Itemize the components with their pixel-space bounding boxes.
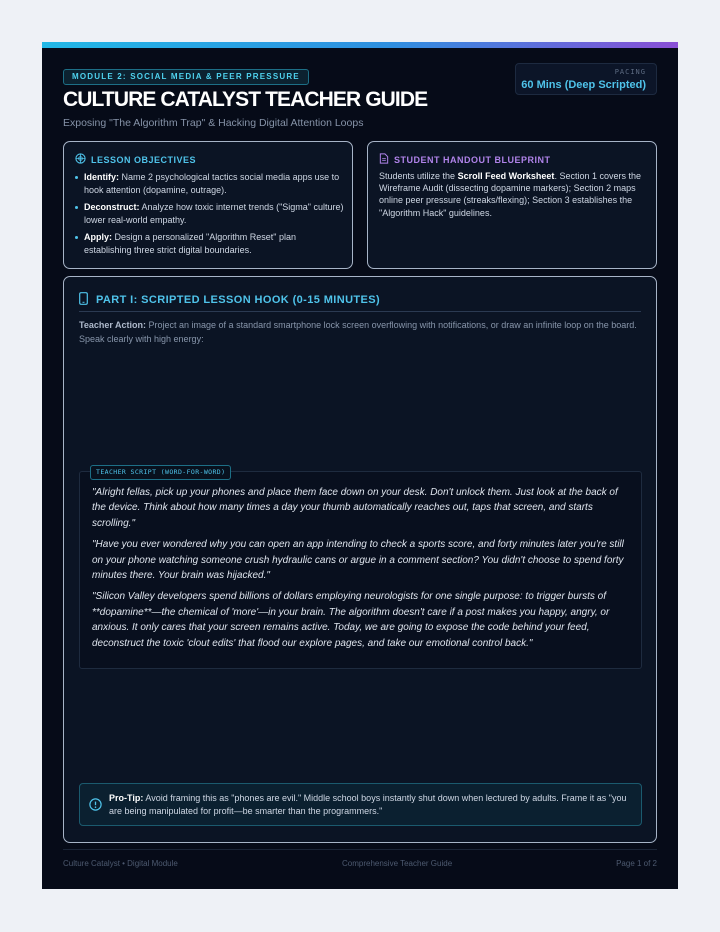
page-subtitle: Exposing "The Algorithm Trap" & Hacking Digital Attention Loops: [63, 117, 364, 129]
pacing-box: [515, 63, 657, 95]
script-paragraph: "Silicon Valley developers spend billions of dollars employing neurologists for one single purpose: to trigger bursts of **dopamine**—the chemical of 'more'—in your brain. The algorithm doesn't care if a post makes you happy, angry, or anxious. It only cares that your screen remains active. Today, we are going to expose the code behind your feed, deconstruct the toxic 'clout edits' that flood our explore pages, and take our emotional control back.": [92, 591, 610, 649]
objective-item: [75, 201, 344, 226]
objective-item: [75, 231, 344, 256]
teacher-script-box: [79, 468, 642, 669]
objective-lead: Identify:: [84, 172, 119, 182]
part-one-heading: [79, 291, 641, 312]
gradient-top-bar: [42, 42, 678, 48]
objectives-heading: [75, 153, 196, 166]
handout-title: STUDENT HANDOUT BLUEPRINT: [394, 154, 551, 165]
footer-left: Culture Catalyst • Digital Module: [63, 859, 178, 868]
objective-text: Design a personalized "Algorithm Reset" plan establishing three strict digital boundaries.: [84, 232, 296, 255]
objective-lead: Apply:: [84, 232, 112, 242]
objectives-title: LESSON OBJECTIVES: [91, 154, 197, 165]
objective-text: Analyze how toxic internet trends ("Sigma" culture) lower real-world empathy.: [84, 202, 344, 225]
part-one-title: PART I: SCRIPTED LESSON HOOK (0-15 MINUTES): [96, 293, 381, 306]
teacher-action-text: Project an image of a standard smartphone lock screen overflowing with notifications, or draw an infinite loop on the board. Speak clearly with high energy:: [79, 320, 637, 344]
handout-heading: [379, 153, 551, 166]
teacher-action: [79, 318, 642, 346]
pro-tip-text: [109, 792, 631, 818]
objective-text: Name 2 psychological tactics social media apps use to hook attention (dopamine, outrage).: [84, 172, 340, 195]
pro-tip-box: [79, 783, 642, 826]
script-paragraphs: [92, 485, 631, 657]
target-icon: [75, 153, 86, 166]
document-icon: [379, 153, 389, 166]
objective-item: [75, 171, 344, 196]
pro-tip-label: Pro-Tip:: [109, 793, 144, 803]
objective-lead: Deconstruct:: [84, 202, 140, 212]
pro-tip-body: Avoid framing this as "phones are evil." Middle school boys instantly shut down when lectured by adults. Frame it as "you are being manipulated for profit—be smarter than the programmers.": [109, 793, 627, 816]
handout-worksheet-name: Scroll Feed Worksheet: [457, 171, 555, 181]
handout-text-start: Students utilize the: [379, 171, 458, 181]
handout-description: [379, 170, 646, 219]
teacher-script-tag: TEACHER SCRIPT (WORD-FOR-WORD): [90, 465, 231, 480]
smartphone-icon: [79, 292, 88, 308]
footer-center: Comprehensive Teacher Guide: [342, 859, 453, 868]
handout-text-rest: . Section 1 covers the Wireframe Audit (dissecting dopamine markers); Section 2 maps online peer pressure (streaks/flexing); Section 3 establishes the "Algorithm Hack" guidelines.: [379, 171, 641, 218]
script-paragraph: "Alright fellas, pick up your phones and place them face down on your desk. Don't unlock them. Just look at the back of the device. Think about how many times a day your thumb automatically reaches out, taps that screen, and starts scrolling.": [92, 487, 618, 529]
script-paragraph: "Have you ever wondered why you can open an app intending to check a sports score, and forty minutes later you're still on your phone watching someone crush hydraulic cans or argue in a comment section? You didn't choose to spend forty minutes there. Your brain was hijacked.": [92, 539, 624, 582]
info-icon: [89, 798, 102, 816]
module-tag: MODULE 2: SOCIAL MEDIA & PEER PRESSURE: [63, 69, 309, 85]
footer-page-number: Page 1 of 2: [616, 859, 657, 868]
part-one-card: [63, 276, 657, 843]
student-handout-card: [367, 141, 657, 269]
pacing-label: PACING: [614, 68, 646, 76]
teacher-action-label: Teacher Action:: [79, 320, 147, 330]
lesson-objectives-card: [63, 141, 353, 269]
page-footer: [63, 849, 657, 878]
pacing-value: 60 Mins (Deep Scripted): [521, 79, 646, 91]
guide-page: [42, 42, 678, 889]
page-title: CULTURE CATALYST TEACHER GUIDE: [63, 88, 428, 111]
objectives-list: [75, 171, 344, 261]
